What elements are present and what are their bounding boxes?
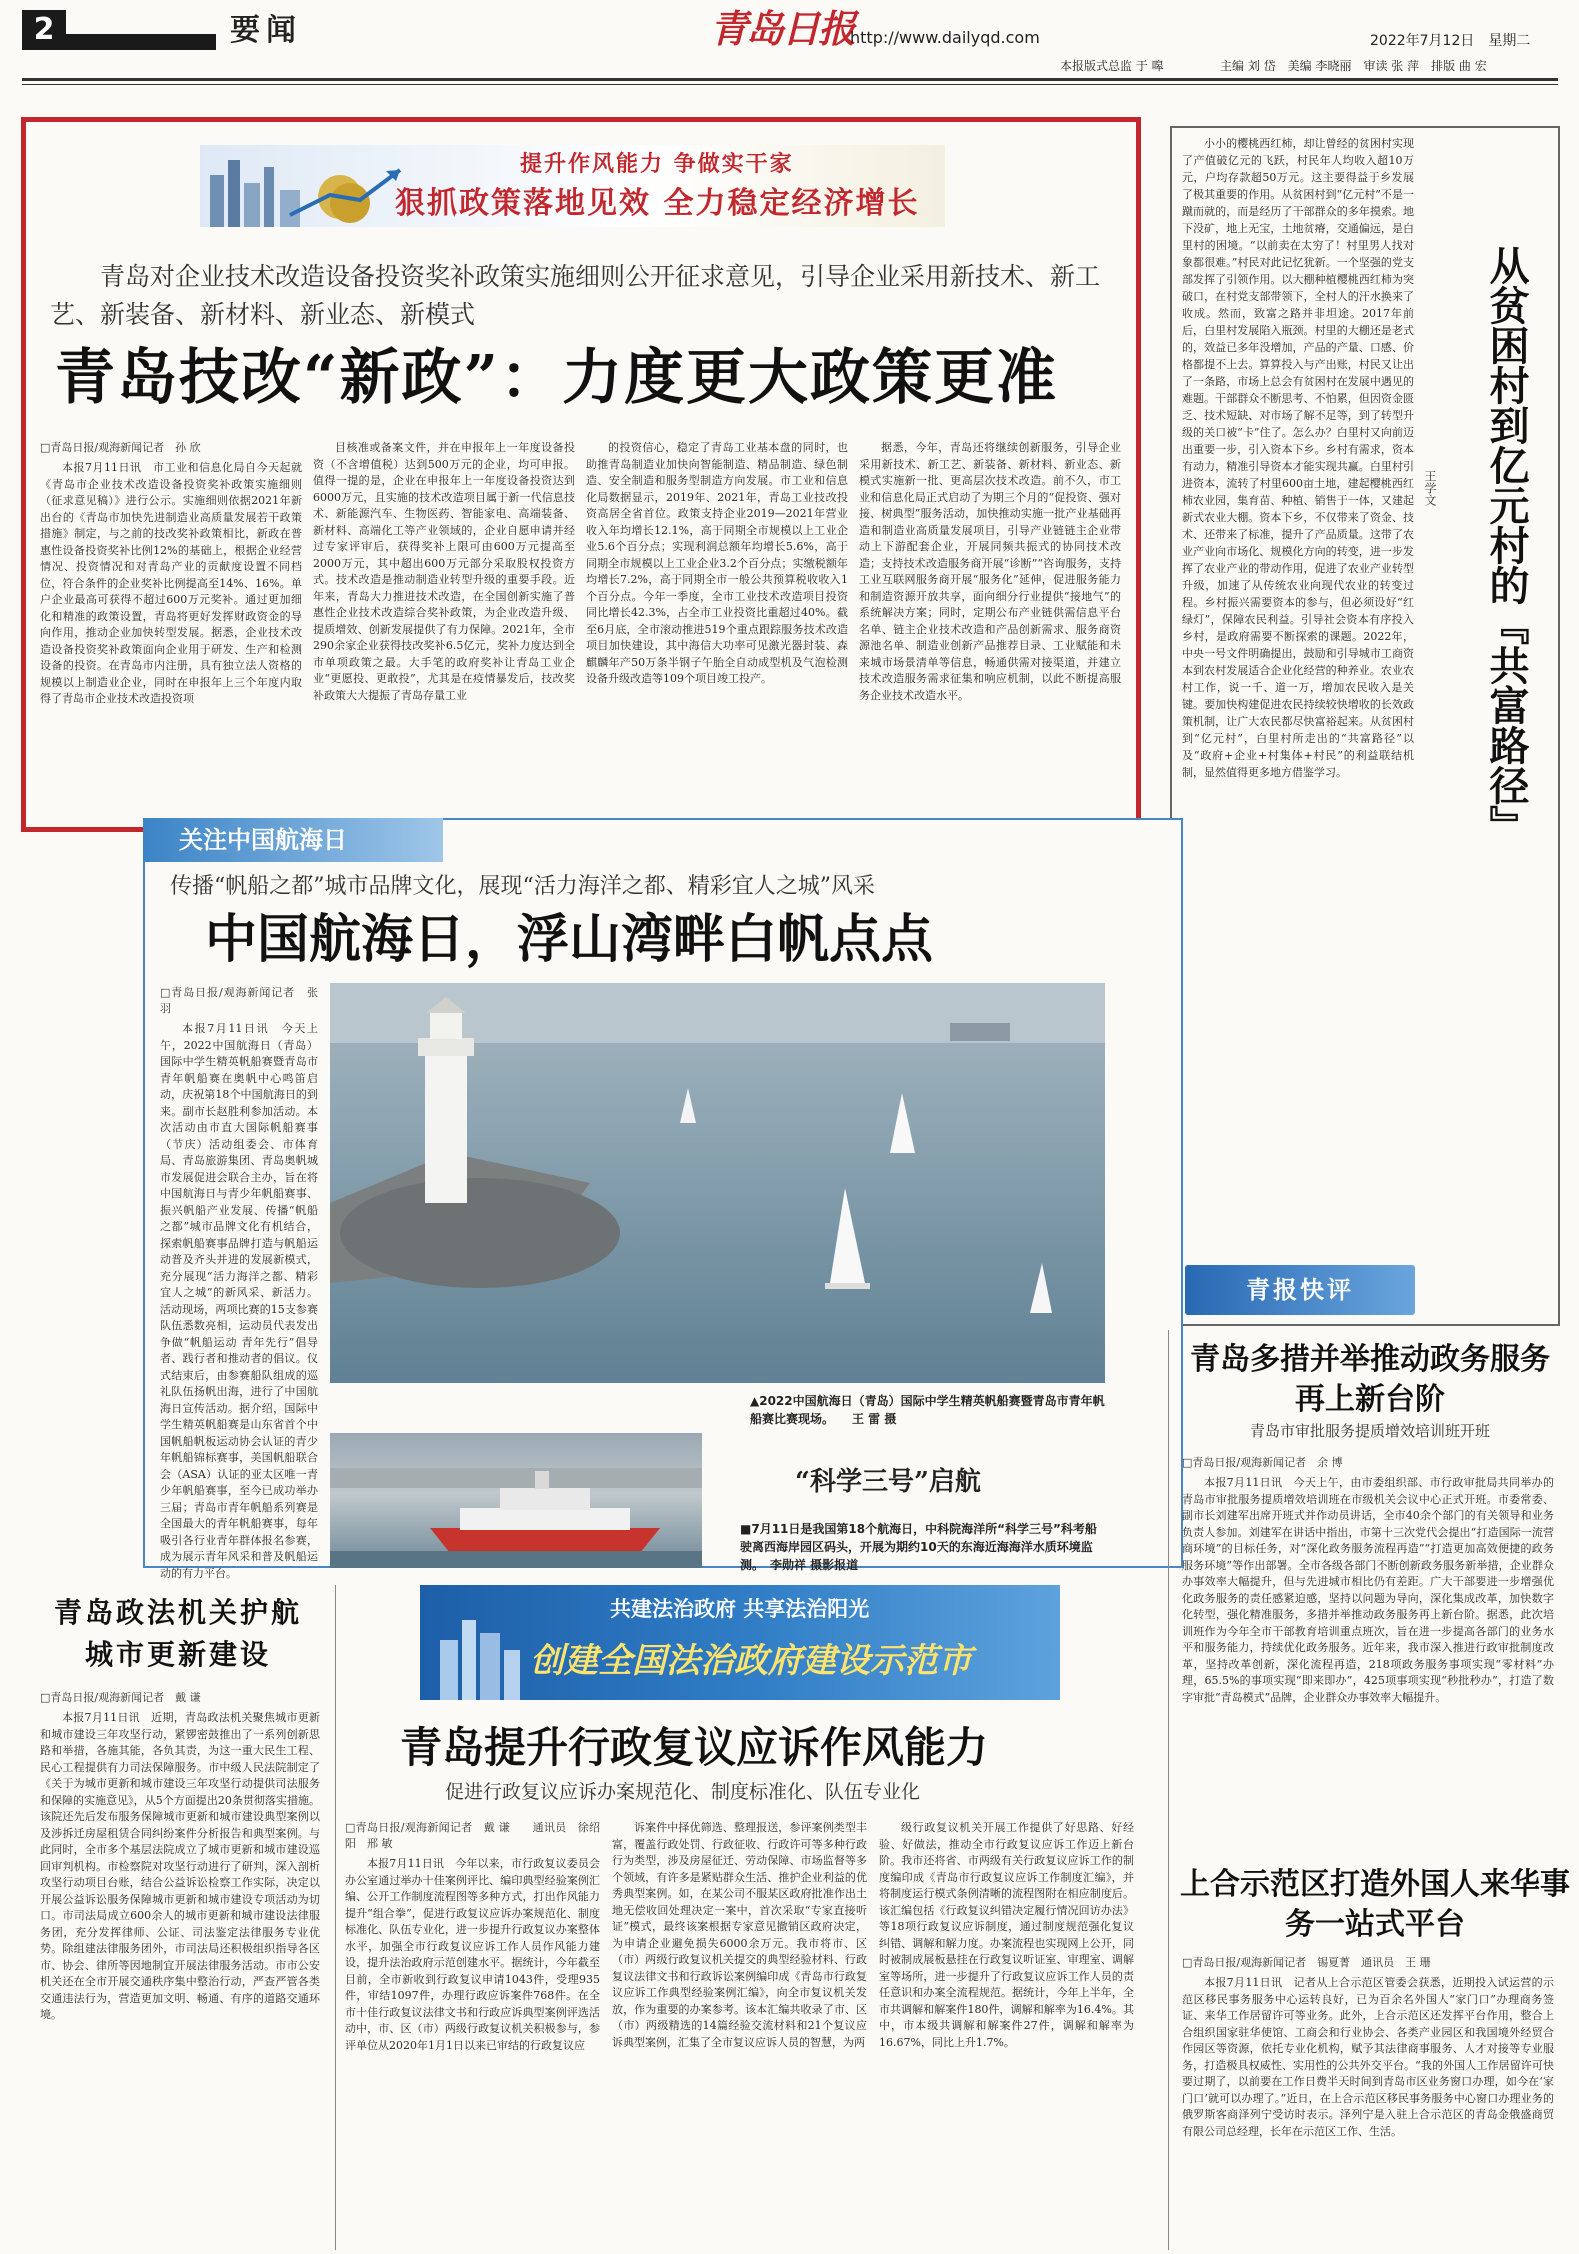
legal-escort-byline: □青岛日报/观海新闻记者 戴 谦 — [40, 1691, 201, 1704]
demo-zone-byline: □青岛日报/观海新闻记者 锡夏菁 通讯员 王 珊 — [1182, 1956, 1431, 1969]
lead-story-text-3: 的投资信心，稳定了青岛工业基本盘的同时，也助推青岛制造业加快向智能制造、精品制造、绿色制造、安全制造和服务型制造方向发展。市工业和信息化局数据显示，2019年、2021年，青岛工业技改投资高居全省首位。政策支持企业2019—2021年营业收入年均增长12.1%，高于同期全市规模以上工业企业5.6个百分点；实现利润总额年均增长5.6%，高于同期全市规模以上工业企业3.2个百分点；实缴税额年均增长7.2%，高于同期全市一般公共预算税收收入1个百分点。今年一季度，全市工业技术改造项目投资同比增长42.3%，占全市工业投资比重超过40%。截至6月底，全市滚动推进519个重点跟踪服务技术改造项目加快建设，其中海信大功率可见激光器封装、森麒麟年产50万条半钢子午胎全自动成型机及气泡检测设备升级改造等109个项目竣工投产。 — [586, 441, 848, 685]
navigation-headline: 中国航海日，浮山湾畔白帆点点 — [205, 909, 934, 970]
admin-review-byline: □青岛日报/观海新闻记者 戴 谦 通讯员 徐绍阳 邢 敏 — [345, 1821, 600, 1850]
commentary-author: 王学文 — [1423, 470, 1437, 506]
lead-story-text-1: 本报7月11日讯 市工业和信息化局自今天起就《青岛市企业技术改造设备投资奖补政策实施细则（征求意见稿）》进行公示。实施细则依据2021年新出台的《青岛市加快先进制造业高质量发展若干政策措施》制定，与之前的技改奖补政策相比，新政在普惠性设备投资奖补比例12%的基础上，根据企业经营情况、投资情况和对青岛产业的贡献度设置不同档位，符合条件的企业奖补比例提高至14%、16%。单户企业最高可获得不超过600万元奖补。通过更加细化和精准的政策设置，青岛将更好发挥财政资金的导向作用，推动企业加快转型发展。据悉，企业技术改造设备投资奖补政策面向企业用于研发、生产和检测设备的投资。在青岛市内注册，具有独立法人资格的规模以上制造业企业，同时在申报年上三个年度内取得了青岛市企业技术改造投资项 — [40, 461, 302, 705]
commentary-body — [1182, 135, 1414, 1245]
approval-service-byline: □青岛日报/观海新闻记者 余 博 — [1182, 1456, 1343, 1469]
navigation-subtitle: 传播“帆船之都”城市品牌文化，展现“活力海洋之都、精彩宜人之城”风采 — [170, 874, 875, 899]
rule-of-law-slogan: 共建法治政府 共享法治阳光 — [610, 1597, 870, 1621]
navigation-day-tag: 关注中国航海日 — [143, 818, 443, 862]
commentary-text: 小小的樱桃西红柿，却让曾经的贫困村实现了产值破亿元的飞跃，村民年人均收入超10万元，户均存款超50万元。这主要得益于乡发展了极其重要的作用。从贫困村到“亿元村”不是一蹴而就的，而是经历了干部群众的多年摸索。地下没矿，地上无宝，土地贫瘠，交通偏远，是白里村的困境。“以前卖在太穷了！村里男人找对象都很难。”村民对此记忆犹新。一个坚强的党支部发挥了引领作用。以大棚种植樱桃西红柿为突破口，在村党支部带领下，全村人的汗水换来了收成。然而，致富之路并非坦途。2017年前后，白里村发展陷入瓶颈。村里的大棚还是老式的，效益已多年没增加，产品的产量、口感、价格都提不上去。算算投入与产出账，村民又让出了一条路，市场上总会有贫困村在发展中遇见的难题。干部群众不断思考、不怕累，但因资金匮乏、技术短缺、对市场了解不足等，到了转型升级的关口被“卡”住了。怎么办？白里村又向前迈出重要一步，引入资本下乡。乡村有需求，资本有动力，精准引导资本才能实现共赢。白里村引进资本，流转了村里600亩土地，建起樱桃西红柿农业园，集育苗、种植、销售于一体，又建起新式农业大棚。资本下乡，不仅带来了资金、技术、还带来了标准，提升了产品质量。这带了农业产业向市场化、规模化方向的转变，进一步发挥了农业产业的带动作用，促进了农业产业转型升级，加速了从传统农业向现代农业的转变过程。乡村振兴需要资本的参与，但必须设好“红绿灯”，保障农民利益。引导社会资本有序投入乡村，是政府需要不断探索的课题。2022年，中央一号文件明确提出，鼓励和引导城市工商资本到农村发展适合企业化经营的种养业。农业农村工作，说一千、道一万，增加农民收入是关键。要加快构建促进农民持续较快增收的长效政策机制，让广大农民都尽快富裕起来。从贫困村到“亿元村”，白里村所走出的“共富路径”以及“政府+企业+村集体+村民”的利益联结机制，显然值得更多地方借鉴学习。 — [1182, 137, 1414, 779]
approval-service-column — [1182, 1455, 1554, 1855]
lead-story-column-2 — [313, 440, 575, 820]
commentary-title: 从贫困村到亿元村的『共富路径』 — [1483, 245, 1530, 845]
legal-escort-headline: 青岛政法机关护航城市更新建设 — [53, 1596, 302, 1671]
admin-review-text-1: 本报7月11日讯 今年以来，市行政复议委员会办公室通过举办十佳案例评比、编印典型经验案例汇编、公开工作制度流程图等多种方式，打出作风能力提升“组合拳”，促进行政复议应诉办案规范化、制度标准化、队伍专业化，进一步提升行政复议办案整体水平，加强全市行政复议应诉工作人员作风能力建设，提升法治政府示范创建水平。据统计，今年截至目前，全市新收到行政复议申请1043件，受理935件，审结1097件，办理行政应诉案件768件。在全市十佳行政复议法律文书和行政应诉典型案例评选活动中，市、区（市）两级行政复议机关积极参与，参评单位从2020年1月1日以来已审结的行政复议应 — [345, 1857, 600, 2052]
demo-zone-text: 本报7月11日讯 记者从上合示范区管委会获悉，近期投入试运营的示范区移民事务服务中心运转良好，已为百余名外国人“家门口”办理商务签证、来华工作居留许可等业务。此外，上合示范区还发挥平台作用，整合上合组织国家驻华使馆、工商会和行业协会、各类产业园区和我国境外经贸合作园区等资源，依托专业化机构，赋予其法律商事服务、人才对接等专业服务，打造极具权威性、实用性的公共外交平台。“我的外国人工作居留许可快要过期了，以前要在工作日费半天时间到青岛市区业务窗口办理，如今在‘家门口’就可以办理了。”近日，在上合示范区移民事务服务中心窗口办理业务的俄罗斯客商泽列宁受访时表示。泽列宁是入驻上合示范区的青岛金俄盛商贸有限公司总经理，长年在示范区工作、生活。 — [1182, 1976, 1554, 2138]
sailing-race-photo — [330, 983, 1105, 1383]
lead-story-byline: □青岛日报/观海新闻记者 孙 欣 — [40, 441, 201, 454]
newspaper-logo: 青岛日报 — [710, 6, 855, 51]
masthead-rule — [22, 78, 1558, 81]
research-ship-title: “科学三号”启航 — [795, 1467, 981, 1497]
research-ship-photo — [330, 1433, 702, 1568]
navigation-story-column — [160, 985, 318, 1580]
lead-story-text-2: 目核准或备案文件，并在申报年上一年度设备投资（不含增值税）达到500万元的企业，均可申报。值得一提的是，企业在申报年上一年度设备投资达到6000万元，且实施的技术改造项目属于新一代信息技术、新能源汽车、生物医药、智能家电、高端装备、新材料、高端化工等产业领域的，企业自愿申请并经过专家评审后，获得奖补上限可由600万元提高至2000万元，其中超出600万元部分采取股权投资方式。技术改造是推动制造业转型升级的重要手段。近年来，青岛大力推进技术改造，在全国创新实施了普惠性企业技术改造综合奖补政策，为企业改造升级、提质增效、创新发展提供了有力保障。2021年，全市290余家企业获得技改奖补6.5亿元，奖补力度达到全市单项政策之最。大手笔的政府奖补让青岛工业企业“更愿投、更敢投”，尤其是在疫情暴发后，技改奖补政策大大提振了青岛存量工业 — [313, 441, 575, 702]
admin-review-headline: 青岛提升行政复议应诉作风能力 — [400, 1723, 989, 1772]
lead-story-text-4: 据悉，今年，青岛还将继续创新服务，引导企业采用新技术、新工艺、新装备、新材料、新业态、新模式实施新一批、更高层次技术改造。前不久，市工业和信息化局正式启动了为期三个月的“促投资、强对接、树典型”服务活动，加快推动实施一批产业基础再造和制造业高质量发展项目，引导产业链链主企业带动上下游配套企业，开展同频共振式的协同技术改造；支持技术改造服务商开展“诊断”“咨询服务，支持工业互联网服务商开展“服务化”延伸，促进服务能力和制造资源开放共享，面向细分行业提供“接地气”的系统解决方案；同时，定期公布产业链供需信息平台名单、链主企业技术改造和产品创新需求、服务商资源池名单、制造业创新产品推荐目录、工业赋能和未来城市场景清单等信息，畅通供需对接渠道，并建立技术改造服务需求征集和响应机制，以此不断提高服务企业技术改造水平。 — [859, 441, 1121, 702]
navigation-byline: □青岛日报/观海新闻记者 张 羽 — [160, 986, 318, 1015]
research-ship-caption: ■7月11日是我国第18个航海日，中科院海洋所“科学三号”科考船驶离西海岸园区码头，开展为期约10天的东海近海海洋水质环境监测。 李勋祥 摄影报道 — [740, 1522, 1097, 1572]
issue-date: 2022年7月12日 星期二 — [1370, 33, 1531, 49]
admin-review-text-2: 诉案件中择优筛选、整理报送，参评案例类型丰富，覆盖行政处罚、行政征收、行政许可等多种行政行为类型，涉及房屋征迁、劳动保障、市场监督等多个领域，有许多是紧贴群众生活、推护企业利益的优秀典型案例。如，在某公司不服某区政府批准作出土地无偿收回处理决定一案中，首次采取“专家直接听证”模式，最终该案根据专家意见撤销区政府决定，为申请企业避免损失6000余万元。我市将市、区（市）两级行政复议机关提交的典型经验材料、行政复议法律文书和行政诉讼案例编印成《青岛市行政复议应诉工作典型经验案例汇编》，向全市复议机关发放，作为重要的办案参考。该本汇编共收录了市、区（市）两级精选的14篇经验交流材料和21个复议应诉典型案例，汇集了全市复议应诉人员的智慧，为两 — [612, 1821, 867, 2049]
lead-story-column-3 — [586, 440, 848, 820]
lead-story-headline: 青岛技改“新政”：力度更大政策更准 — [55, 343, 1059, 413]
column-divider — [335, 1585, 336, 2250]
sailing-photo-caption: ▲2022中国航海日（青岛）国际中学生精英帆船赛暨青岛市青年帆船赛比赛现场。 王 雷 摄 — [750, 1394, 1105, 1426]
lead-story-column-4 — [859, 440, 1121, 820]
layout-director: 本报版式总监 于 嗥 — [1060, 59, 1164, 73]
admin-review-subtitle: 促进行政复议应诉办案规范化、制度标准化、队伍专业化 — [445, 1781, 921, 1803]
lead-story-subtitle: 青岛对企业技术改造设备投资奖补政策实施细则公开征求意见，引导企业采用新技术、新工艺、新装备、新材料、新业态、新模式 — [50, 262, 1101, 329]
approval-service-subtitle: 青岛市审批服务提质增效培训班开班 — [1249, 1422, 1490, 1440]
legal-escort-column — [40, 1690, 320, 2250]
admin-review-text-3: 级行政复议机关开展工作提供了好思路、好经验、好做法，推动全市行政复议应诉工作迈上新台阶。我市还将省、市两级有关行政复议应诉工作的制度编印成《青岛市行政复议应诉工作制度汇编》，并将制度运行模式条例清晰的流程图附在相应制度后。该汇编包括《行政复议纠错决定履行情况回访办法》等18项行政复议应诉制度，通过制度规范强化复议纠错、调解和解力度。办案流程也实现网上公开，同时被制成展板悬挂在行政复议听证室、审理室、调解室等场所，进一步提升了行政复议应诉工作人员的责任意识和办案全流程规范。据统计，今年上半年，全市共调解和解案件180件，调解和解率为16.4%。其中，市本级共调解和解案件27件，调解和解率为16.67%，同比上升1.7%。 — [879, 1821, 1134, 2049]
campaign-headline: 狠抓政策落地见效 全力稳定经济增长 — [395, 186, 920, 221]
admin-review-column-3 — [879, 1820, 1134, 2250]
navigation-text: 本报7月11日讯 今天上午，2022中国航海日（青岛）国际中学生精英帆船赛暨青岛市青年帆船赛在奥帆中心鸣笛启动，庆祝第18个中国航海日的到来。副市长赵胜利参加活动。本次活动由市直大国际帆船赛事（节庆）活动组委会、市体育局、青岛旅游集团、青岛奥帆城市发展促进会联合主办，旨在将中国航海日与青少年帆船赛事、振兴帆船产业发展、传播“帆船之都”城市品牌文化有机结合，探索帆船赛事品牌打造与帆船运动普及齐头并进的发展新模式，充分展现“活力海洋之都、精彩宜人之城”的新风采、新活力。活动现场，两项比赛的15支参赛队伍悉数亮相，运动员代表发出争做“帆船运动 青年先行”倡导者、践行者和推动者的倡议。仪式结束后，由参赛船队组成的巡礼队伍扬帆出海，进行了中国航海日宣传活动。据介绍，国际中学生精英帆船赛是山东省首个中国帆船帆板运动协会认证的青少年帆船锦标赛事，美国帆船联合会（ASA）认证的亚太区唯一青少年帆船赛事，至今已成功举办三届；青岛市青年帆船系列赛是全国最大的青年帆船赛事，每年吸引各行业青年群体报名参赛，成为展示青年风采和普及帆船运动的有力平台。 — [160, 1022, 318, 1580]
approval-service-headline: 青岛多措并举推动政务服务再上新台阶 — [1190, 1342, 1550, 1417]
lighthouse-sailboats-image — [330, 983, 1105, 1383]
admin-review-column-1 — [345, 1820, 600, 2250]
quick-comment-tag: 青报快评 — [1185, 1265, 1415, 1315]
rule-of-law-headline: 创建全国法治政府建设示范市 — [530, 1641, 972, 1681]
campaign-slogan: 提升作风能力 争做实干家 — [520, 152, 794, 177]
page-number: 2 — [22, 10, 66, 50]
section-title: 要闻 — [230, 13, 302, 48]
page-number-bar — [66, 34, 216, 50]
admin-review-column-2 — [612, 1820, 867, 2250]
lead-story-column-1 — [40, 440, 302, 820]
demo-zone-headline: 上合示范区打造外国人来华事务一站式平台 — [1180, 1867, 1570, 1942]
masthead-rule-thin — [22, 84, 1558, 85]
newspaper-url[interactable]: http://www.dailyqd.com — [850, 28, 1040, 47]
editor-credits: 主编 刘 岱 美编 李晓丽 审读 张 萍 排版 曲 宏 — [1220, 59, 1487, 73]
demo-zone-column — [1182, 1955, 1554, 2250]
legal-escort-text: 本报7月11日讯 近期，青岛政法机关聚焦城市更新和城市建设三年攻坚行动，紧锣密鼓推出了一系列创新思路和举措，各施其能，各负其责，为这一重大民生工程、民心工程提供有力司法保障服务。市中级人民法院制定了《关于为城市更新和城市建设三年攻坚行动提供司法服务和保障的实施意见》，从5个方面提出20条贯彻落实措施。该院还先后发布服务保障城市更新和城市建设典型案例以及涉拆迁房屋租赁合同纠纷案件分析报告和典型案例。与此同时，全市多个基层法院成立了城市更新和城市建设巡回审判机构。市检察院对攻坚行动进行了研判，深入剖析攻坚行动项目台账，结合公益诉讼检察工作实际，决定以开展公益诉讼服务保障城市更新和城市建设专项活动为切口。市司法局成立600余人的城市更新和城市建设法律服务团，充分发挥律师、公证、司法鉴定法律服务专业优势。除组建法律服务团外，市司法局还积极组织指导各区市、协会、律所等因地制宜开展法律服务活动。市市公安机关还在全市开展交通秩序集中整治行动，严查严管各类交通违法行为，营造更加文明、畅通、有序的道路交通环境。 — [40, 1711, 320, 2021]
research-ship-image — [330, 1433, 702, 1568]
approval-service-text: 本报7月11日讯 今天上午，由市委组织部、市行政审批局共同举办的青岛市审批服务提质增效培训班在市级机关会议中心正式开班。市委常委、副市长刘建军出席开班式并作动员讲话，全市40余个部门的有关领导和业务负责人参加。刘建军在讲话中指出，市第十三次党代会提出“打造国际一流营商环境”的目标任务，对“深化政务服务流程再造”“打造更加高效便捷的政务服务环境”等作出部署。全市各级各部门不断创新政务服务新举措，企业群众办事效率大幅提升，但与先进城市相比仍有差距。广大干部要进一步增强优化政务服务的责任感紧迫感，坚持以问题为导向，深化集成改革，加快数字化转型，强化精准服务，多措并举推动政务服务再上新台阶。据悉，此次培训班作为今年全市干部教育培训重点班次，旨在进一步提高各部门的业务水平和服务能力，持续优化政务服务。近年来，我市深入推进行政审批制度改革，坚持改革创新，深化流程再造，218项政务服务事项实现“零材料”办理，65.5%的事项实现“即来即办”，425项事项实现“秒批秒办”，打造了数字审批“青岛模式”品牌，企业群众办事效率大幅提升。 — [1182, 1476, 1554, 1704]
column-divider-right — [1168, 1330, 1169, 2250]
